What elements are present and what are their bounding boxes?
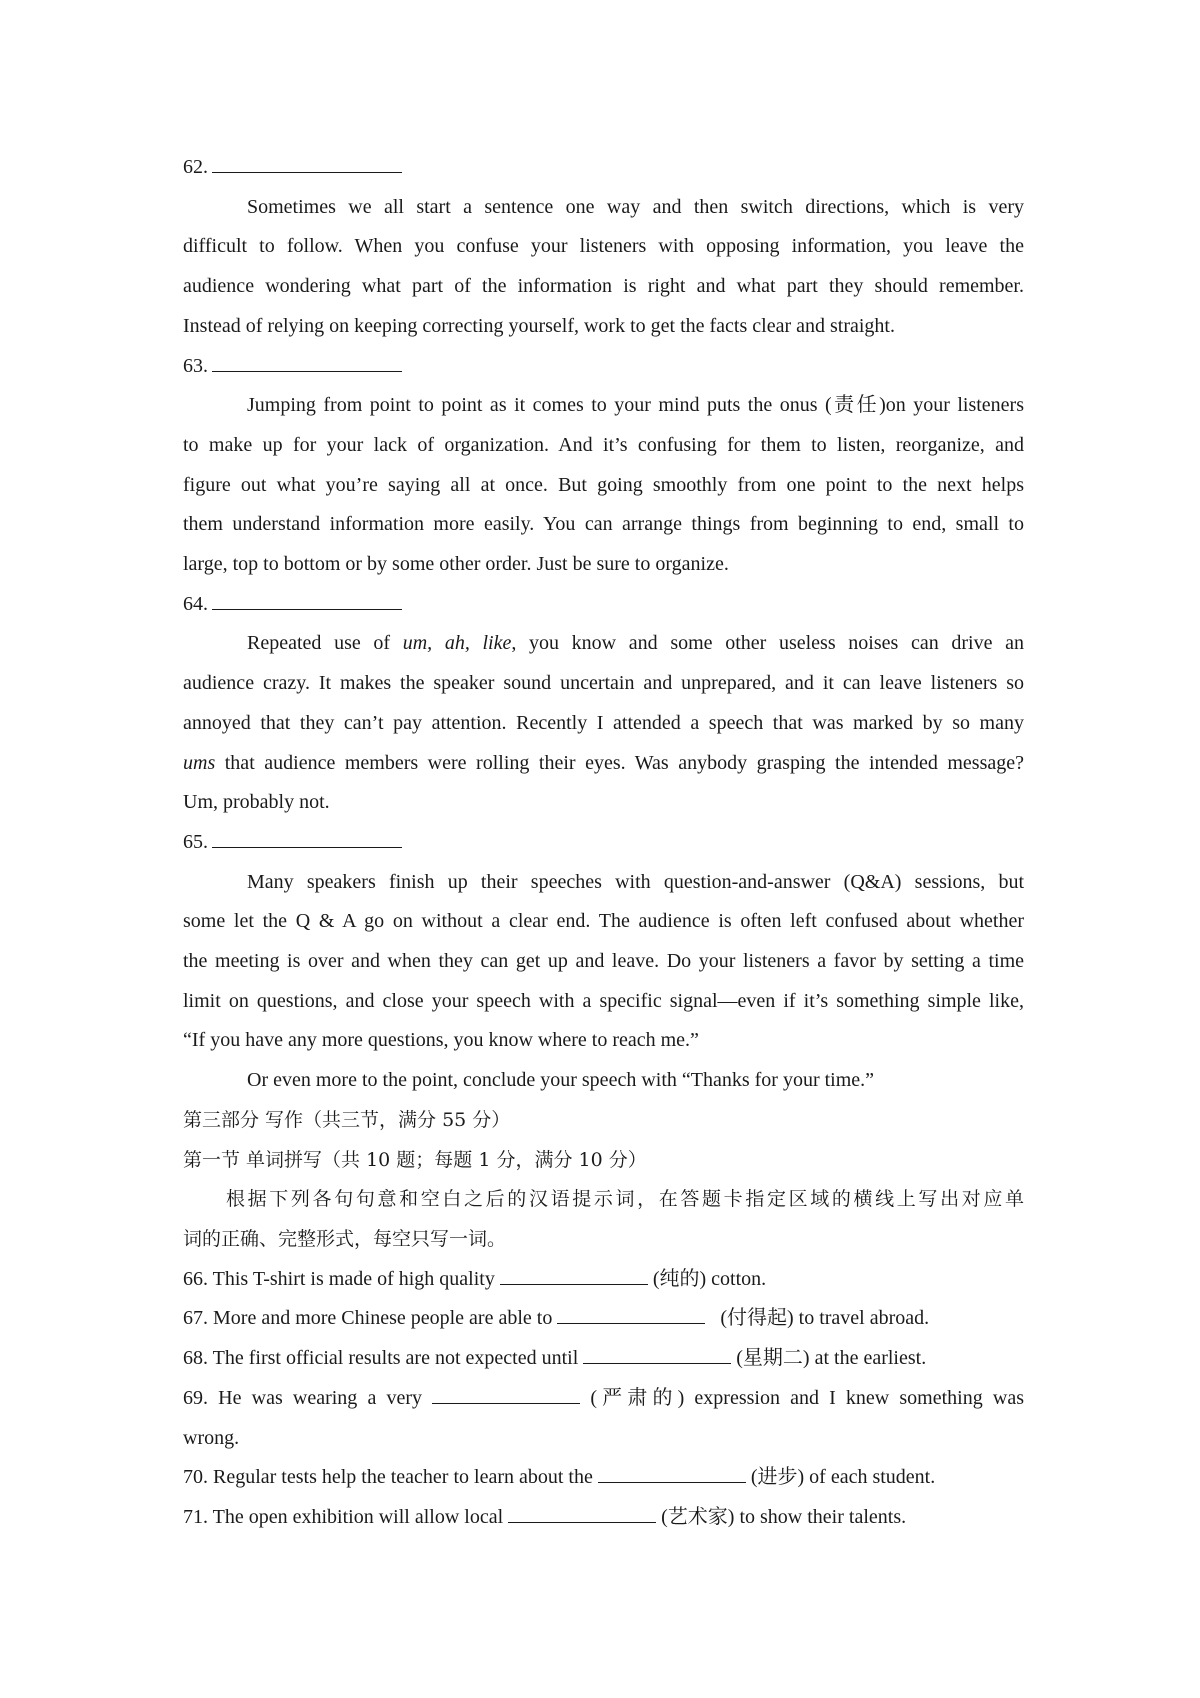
question-63-line: 63.	[183, 347, 1024, 387]
section-3-title: 第三部分 写作（共三节，满分 55 分）	[183, 1108, 511, 1131]
paragraph-65: Many speakers finish up their speeches with question-and-answer (Q&A) sessions, but some let the Q & A go on without a clear end. The audience is often left confused about whether the meeting is over and when they can get up and leave. Do your listeners a favor by setting a time limit on questions, and close your speech with a specific signal—even if it’s something simple like, “If you have any more questions, you know where to reach me.” Or even more to the point, conclude your speech with “Thanks for your time.”	[183, 870, 1024, 1092]
item-68: 68. The first official results are not expected until (星期二) at the earliest.	[183, 1347, 927, 1370]
item-69-continued: wrong.	[183, 1426, 240, 1449]
paragraph-62: Sometimes we all start a sentence one way and then switch directions, which is very difficult to follow. When you confuse your listeners with opposing information, you leave the audience wondering what part of the information is right and what part they should remember. Instead of relying on keeping correcting yourself, work to get the facts clear and straight.	[183, 195, 1024, 337]
answer-blank-71[interactable]	[508, 1504, 656, 1523]
answer-blank-66[interactable]	[500, 1266, 648, 1285]
item-70: 70. Regular tests help the teacher to learn about the (进步) of each student.	[183, 1466, 936, 1489]
item-69: 69. He was wearing a very (严肃的) expression and I knew something was	[183, 1386, 1024, 1409]
question-62-line: 62.	[183, 148, 1024, 188]
answer-blank-69[interactable]	[432, 1385, 580, 1404]
spelling-items	[183, 1260, 1024, 1538]
item-66: 66. This T-shirt is made of high quality (纯的) cotton.	[183, 1267, 767, 1290]
answer-blank-67[interactable]	[557, 1305, 705, 1324]
question-65-line: 65.	[183, 823, 1024, 863]
item-71: 71. The open exhibition will allow local (艺术家) to show their talents.	[183, 1505, 907, 1528]
instructions: 根据下列各句句意和空白之后的汉语提示词，在答题卡指定区域的横线上写出对应单 词的正确、完整形式，每空只写一词。	[183, 1188, 1024, 1250]
section-1-title: 第一节 单词拼写（共 10 题；每题 1 分，满分 10 分）	[183, 1148, 647, 1171]
answer-blank-70[interactable]	[598, 1464, 746, 1483]
answer-blank-62[interactable]	[212, 154, 402, 173]
answer-blank-68[interactable]	[583, 1345, 731, 1364]
answer-blank-63[interactable]	[212, 353, 402, 372]
item-67: 67. More and more Chinese people are able to (付得起) to travel abroad.	[183, 1307, 930, 1330]
question-64-line: 64.	[183, 585, 1024, 625]
answer-blank-64[interactable]	[212, 591, 402, 610]
answer-blank-65[interactable]	[212, 829, 402, 848]
paragraph-63: Jumping from point to point as it comes to your mind puts the onus (责任)on your listeners to make up for your lack of organization. And it’s confusing for them to listen, reorganize, and figure out what you’re saying all at once. But going smoothly from one point to the next helps them understand information more easily. You can arrange things from beginning to end, small to large, top to bottom or by some other order. Just be sure to organize.	[183, 394, 1024, 576]
paragraph-64: Repeated use of um, ah, like, you know and some other useless noises can drive an audience crazy. It makes the speaker sound uncertain and unprepared, and it can leave listeners so annoyed that they can’t pay attention. Recently I attended a speech that was marked by so many ums that audience members were rolling their eyes. Was anybody grasping the intended message? Um, probably not.	[183, 632, 1025, 814]
